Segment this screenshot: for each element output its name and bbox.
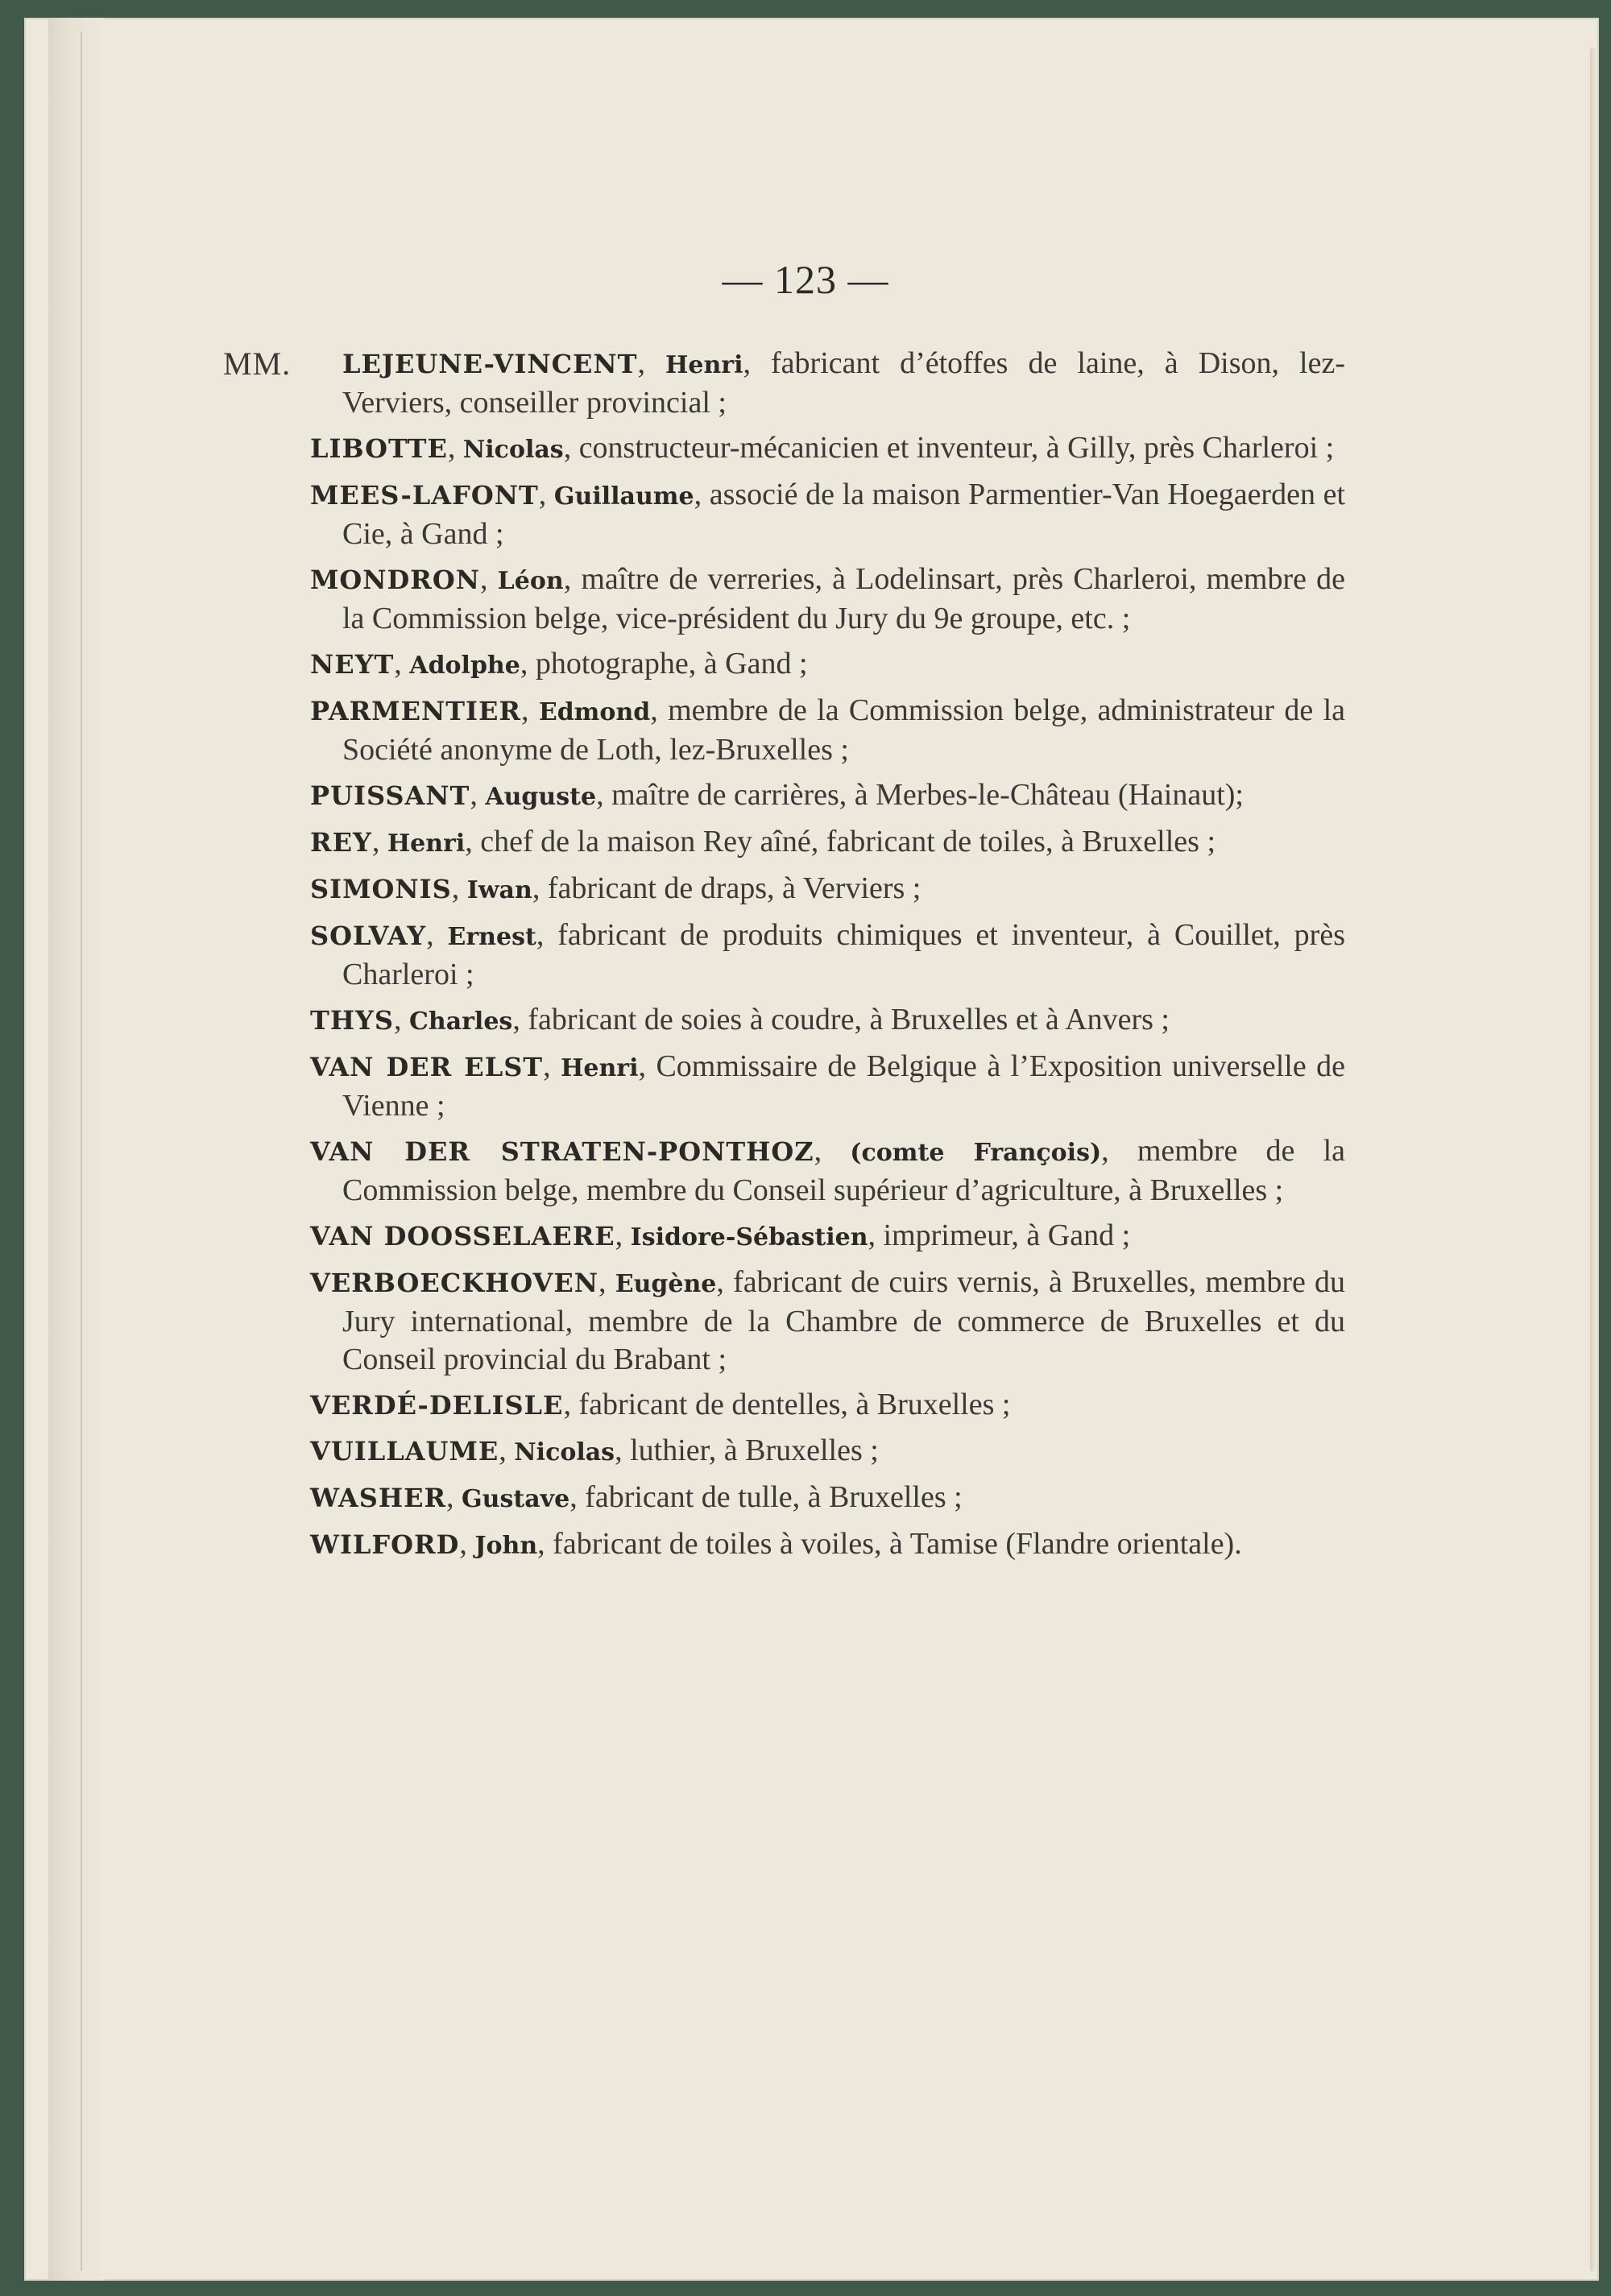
member-entry: VERDÉ-DELISLE, fabricant de dentelles, à Bruxelles ; (310, 1388, 1011, 1421)
member-description: fabricant de produits chimiques et inventeur, à Couillet, près Charleroi ; (342, 918, 1345, 991)
member-entry: VAN DER ELST, Henri, Commissaire de Belgique à l’Exposition universelle de Vienne ; (310, 1049, 1345, 1123)
member-description: Commissaire de Belgique à l’Exposition universelle de Vienne ; (342, 1049, 1345, 1123)
member-description: luthier, à Bruxelles ; (630, 1433, 879, 1467)
member-surname: LEJEUNE-VINCENT (342, 349, 638, 379)
member-description: constructeur-mécanicien et inventeur, à Gilly, près Charleroi ; (578, 431, 1335, 465)
member-given-name: Henri (387, 829, 466, 858)
member-entry: NEYT, Adolphe, photographe, à Gand ; (310, 647, 808, 681)
member-given-name: Guillaume (553, 482, 694, 511)
member-entry: WASHER, Gustave, fabricant de tulle, à Bruxelles ; (310, 1480, 963, 1514)
member-entry: MEES-LAFONT, Guillaume, associé de la maison Parmentier-Van Hoegaerden et Cie, à Gand ; (310, 478, 1346, 551)
member-entry: VERBOECKHOVEN, Eugène, fabricant de cuirs vernis, à Bruxelles, membre du Jury international, membre de la Chambre de commerce de Bruxelles et du Conseil provincial du Brabant ; (310, 1265, 1346, 1376)
member-surname: NEYT (310, 649, 395, 680)
member-surname: LIBOTTE (310, 433, 448, 464)
member-description: fabricant de toiles à voiles, à Tamise (Flandre orientale). (553, 1527, 1242, 1561)
member-entry: PARMENTIER, Edmond, membre de la Commission belge, administrateur de la Société anonyme de Loth, lez-Bruxelles ; (310, 693, 1346, 767)
member-surname: REY (310, 827, 372, 858)
page-edge (1590, 48, 1597, 2271)
member-description: fabricant d’étoffes de laine, à Dison, lez-Verviers, conseiller provincial ; (342, 346, 1345, 420)
binding-gutter (48, 18, 105, 2281)
member-entry: VAN DER STRATEN-PONTHOZ, (comte François), membre de la Commission belge, membre du Conseil supérieur d’agriculture, à Bruxelles ; (310, 1134, 1346, 1207)
member-given-name: Léon (497, 567, 564, 595)
member-entry: VUILLAUME, Nicolas, luthier, à Bruxelles ; (310, 1433, 879, 1467)
member-given-name: Iwan (466, 876, 532, 904)
member-description: maître de verreries, à Lodelinsart, près Charleroi, membre de la Commission belge, vice-président du Jury du 9e groupe, etc. ; (342, 562, 1346, 635)
member-description: imprimeur, à Gand ; (883, 1218, 1131, 1252)
member-description: maître de carrières, à Merbes-le-Château (Hainaut); (611, 778, 1244, 812)
member-surname: SOLVAY (310, 920, 427, 951)
member-given-name: Nicolas (462, 436, 564, 464)
member-description: chef de la maison Rey aîné, fabricant de toiles, à Bruxelles ; (480, 825, 1216, 858)
member-entry: PUISSANT, Auguste, maître de carrières, à Merbes-le-Château (Hainaut); (310, 778, 1244, 812)
member-surname: VUILLAUME (310, 1436, 499, 1467)
member-description: photographe, à Gand ; (535, 647, 808, 681)
member-given-name: (comte François) (850, 1139, 1102, 1167)
member-surname: VAN DER STRATEN-PONTHOZ (310, 1136, 814, 1167)
member-surname: PARMENTIER (310, 696, 521, 726)
member-entry: MM. LEJEUNE-VINCENT, Henri, fabricant d’étoffes de laine, à Dison, lez-Verviers, conseiller provincial ; (223, 345, 1345, 420)
member-surname: PUISSANT (310, 780, 470, 811)
member-given-name: Isidore-Sébastien (630, 1223, 868, 1251)
member-surname: THYS (310, 1005, 394, 1036)
member-given-name: Henri (665, 351, 743, 379)
member-entry: LIBOTTE, Nicolas, constructeur-mécanicien et inventeur, à Gilly, près Charleroi ; (310, 431, 1335, 465)
member-surname: MEES-LAFONT (310, 480, 539, 511)
member-given-name: Eugène (615, 1270, 717, 1298)
member-surname: SIMONIS (310, 874, 452, 904)
member-entry: SIMONIS, Iwan, fabricant de draps, à Verviers ; (310, 871, 921, 905)
member-description: associé de la maison Parmentier-Van Hoegaerden et Cie, à Gand ; (342, 478, 1346, 551)
member-surname: WILFORD (310, 1529, 460, 1560)
member-description: membre de la Commission belge, administrateur de la Société anonyme de Loth, lez-Bruxelles ; (342, 693, 1346, 767)
member-description: fabricant de dentelles, à Bruxelles ; (578, 1388, 1011, 1421)
member-given-name: Auguste (485, 783, 597, 811)
member-entry: VAN DOOSSELAERE, Isidore-Sébastien, imprimeur, à Gand ; (310, 1218, 1131, 1252)
member-given-name: Gustave (462, 1485, 570, 1513)
member-given-name: John (474, 1532, 538, 1560)
member-entry: REY, Henri, chef de la maison Rey aîné, fabricant de toiles, à Bruxelles ; (310, 825, 1216, 858)
member-description: fabricant de tulle, à Bruxelles ; (585, 1480, 963, 1514)
member-surname: MONDRON (310, 565, 481, 595)
prefix-mm: MM. (223, 345, 292, 382)
member-entry: THYS, Charles, fabricant de soies à coudre, à Bruxelles et à Anvers ; (310, 1003, 1170, 1036)
member-given-name: Ernest (447, 923, 536, 951)
page-number: — 123 — (722, 257, 889, 302)
member-given-name: Edmond (538, 698, 651, 726)
member-surname: VAN DOOSSELAERE (310, 1221, 615, 1251)
member-surname: VAN DER ELST (310, 1052, 544, 1082)
members-list (223, 345, 1346, 1572)
binding-line (81, 32, 82, 2271)
member-given-name: Adolphe (409, 652, 520, 680)
member-entry: SOLVAY, Ernest, fabricant de produits chimiques et inventeur, à Couillet, près Charleroi ; (310, 918, 1345, 991)
member-given-name: Charles (409, 1007, 513, 1036)
member-entry: MONDRON, Léon, maître de verreries, à Lodelinsart, près Charleroi, membre de la Commission belge, vice-président du Jury du 9e groupe, etc. ; (310, 562, 1346, 635)
member-surname: VERDÉ-DELISLE (310, 1390, 564, 1421)
member-description: fabricant de soies à coudre, à Bruxelles et à Anvers ; (528, 1003, 1170, 1036)
member-description: fabricant de draps, à Verviers ; (547, 871, 921, 905)
member-entry: WILFORD, John, fabricant de toiles à voiles, à Tamise (Flandre orientale). (310, 1527, 1242, 1561)
member-given-name: Henri (561, 1054, 639, 1082)
member-given-name: Nicolas (514, 1438, 615, 1467)
member-surname: WASHER (310, 1483, 447, 1513)
member-surname: VERBOECKHOVEN (310, 1268, 599, 1298)
member-description: membre de la Commission belge, membre du Conseil supérieur d’agriculture, à Bruxelles ; (342, 1134, 1346, 1207)
member-description: fabricant de cuirs vernis, à Bruxelles, membre du Jury international, membre de la Chambre de commerce de Bruxelles et du Conseil provincial du Brabant ; (342, 1265, 1346, 1376)
